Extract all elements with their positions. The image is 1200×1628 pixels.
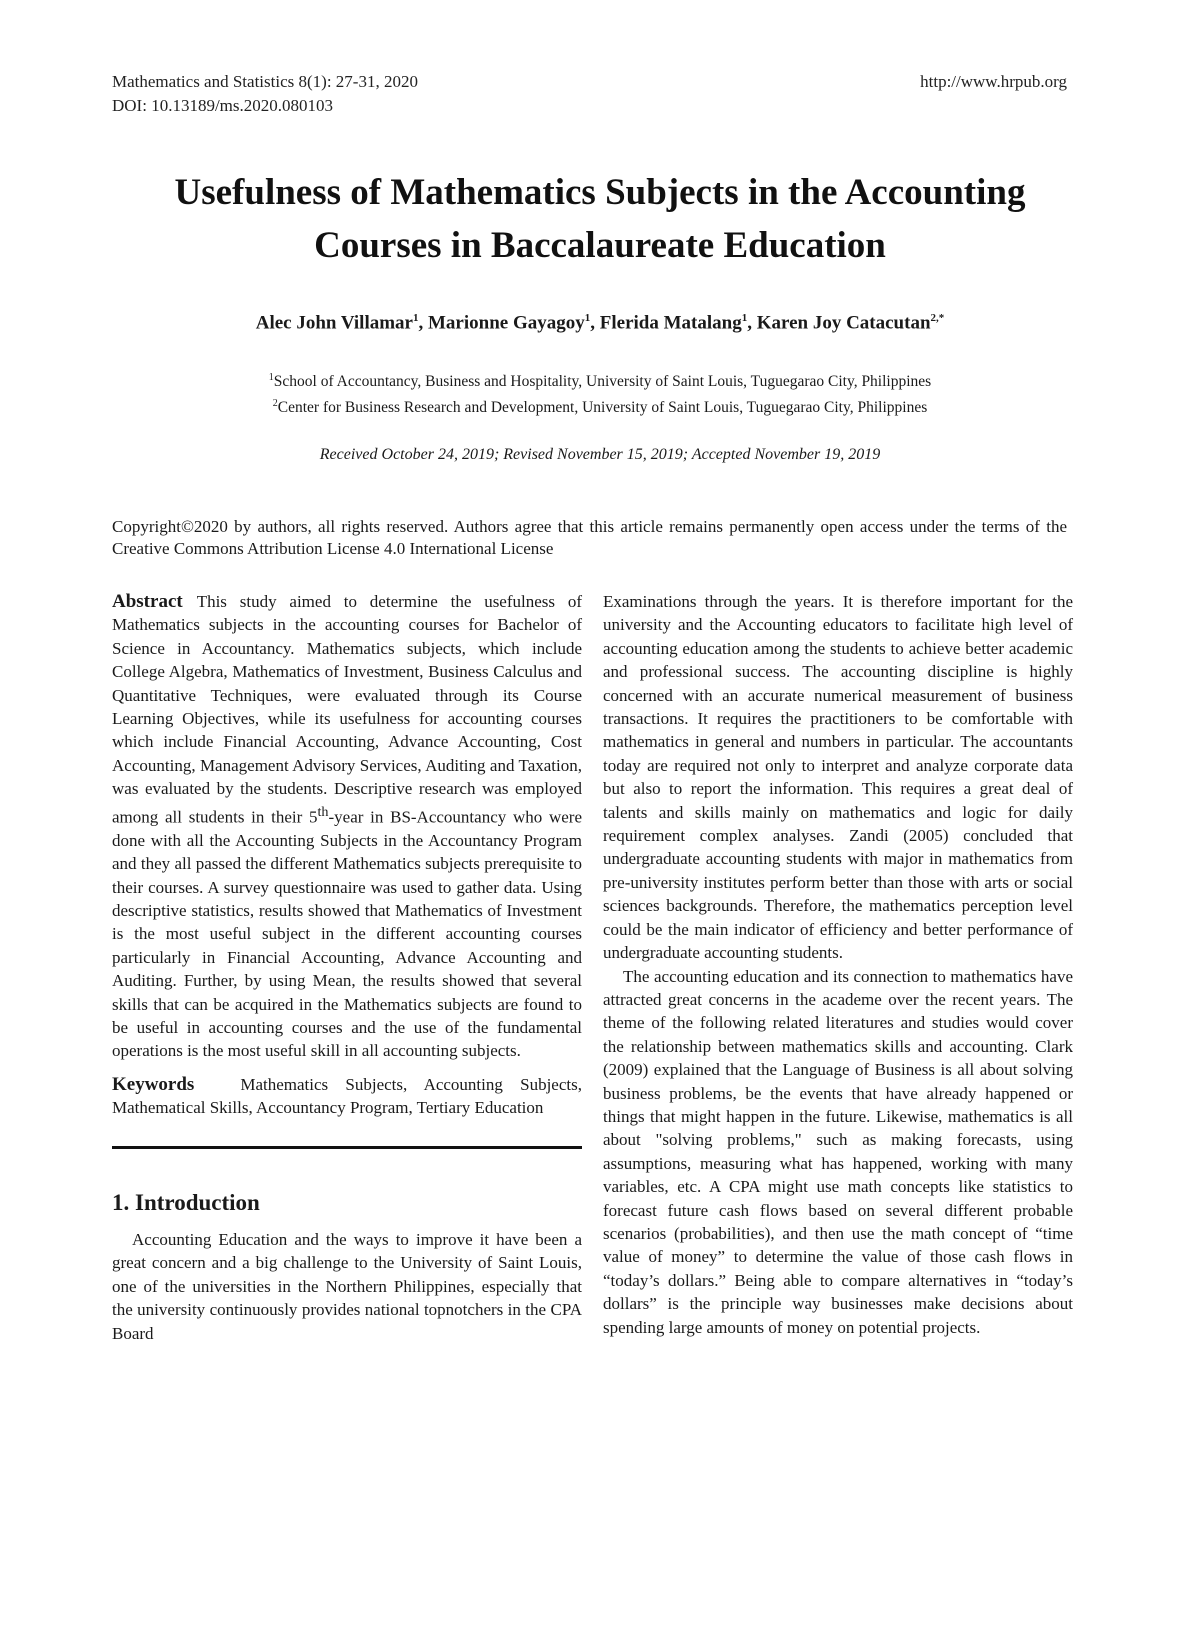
left-column	[112, 590, 582, 1345]
author-name: Flerida Matalang	[599, 312, 742, 334]
section-divider	[112, 1146, 582, 1149]
author-list: Alec John Villamar$^1$, Marionne Gayagoy$^1$, Flerida Matalang$^1$, Karen Joy Catacutan$^{2,*}$	[255, 312, 945, 334]
abstract-heading: Abstract	[112, 591, 183, 612]
introduction-heading: 1. Introduction	[112, 1189, 260, 1215]
author-name: Alec John Villamar	[255, 312, 413, 334]
abstract-text: This study aimed to determine the usefulness of Mathematics subjects in the accounting courses for Bachelor of Science in Accountancy. Mathematics subjects, which include College Algebra, Mathematics of Investment, Business Calculus and Quantitative Techniques, were evaluated through its Course Learning Objectives, while its usefulness for accounting courses which include Financial Accounting, Advance Accounting, Cost Accounting, Management Advisory Services, Auditing and Taxation, was evaluated by the students. Descriptive research was employed among all students in their 5	[112, 592, 582, 827]
title-line-1: Usefulness of Mathematics Subjects in the Accounting	[174, 172, 1026, 213]
submission-dates: Received October 24, 2019; Revised November 15, 2019; Accepted November 19, 2019	[319, 446, 881, 463]
paper-title	[100, 166, 1100, 272]
author-affil-mark: 2,*	[930, 312, 945, 324]
body-paragraph: Examinations through the years. It is therefore important for the university and the Accounting educators to facilitate high level of accounting education among the students to achieve better academic and professional success. The accounting discipline is highly concerned with an accurate numerical measurement of business transactions. It requires the practitioners to be comfortable with mathematics in general and numbers in particular. The accountants today are required not only to interpret and analyze corporate data but also to report the information. This requires a great deal of talents and skills mainly on mathematics and logic for daily requirement complex analyses. Zandi (2005) concluded that undergraduate accounting students with major in mathematics from pre-university institutes perform better than those with arts or social sciences backgrounds. Therefore, the mathematics perception level could be the main indicator of efficiency and better performance of undergraduate accounting students.	[603, 592, 1073, 963]
abstract	[112, 590, 582, 1063]
affiliation: $^1$School of Accountancy, Business and Hospitality, University of Saint Louis, Tuguegarao City, Philippines	[268, 372, 932, 391]
author-affil-mark: 1	[741, 312, 748, 324]
keywords-text: Mathematics Subjects, Accounting Subjects, Mathematical Skills, Accountancy Program, Tertiary Education	[112, 1074, 582, 1118]
affiliations	[100, 367, 1100, 419]
ordinal-suffix: th	[317, 803, 329, 820]
affiliation: $^2$Center for Business Research and Development, University of Saint Louis, Tuguegarao City, Philippines	[272, 398, 928, 417]
keywords-heading: Keywords	[112, 1073, 195, 1095]
author-name: Karen Joy Catacutan	[756, 312, 931, 334]
right-column	[603, 590, 1073, 1339]
body-paragraph: The accounting education and its connection to mathematics have attracted great concerns in the academe over the recent years. The theme of the following related literatures and studies would cover the relationship between mathematics skills and accounting. Clark (2009) explained that the Language of Business is all about solving business problems, be the events that have already happened or things that might happen in the future. Likewise, mathematics is all about "solving problems," such as making forecasts, using assumptions, measuring what has happened, working with many variables, etc. A CPA might use math concepts like statistics to forecast future cash flows based on several different probable scenarios (probabilities), and then use the math concept of “time value of money” to determine the value of those cash flows in “today’s dollars.” Being able to compare alternatives in “today’s dollars” is the principle way businesses make decisions about spending large amounts of money on potential projects.	[603, 966, 1073, 1337]
author-affil-mark: 1	[413, 312, 419, 324]
keywords	[112, 1073, 582, 1120]
author-name: Marionne Gayagoy	[428, 312, 585, 334]
journal-url[interactable]: http://www.hrpub.org	[920, 72, 1067, 91]
running-header	[112, 70, 1067, 118]
abstract-text-cont: -year in BS-Accountancy who were done with all the Accounting Subjects in the Accountancy Program and they all passed the different Mathematics subjects prerequisite to their courses. A survey questionnaire was used to gather data. Using descriptive statistics, results showed that Mathematics of Investment is the most useful subject in the different accounting courses particularly in Financial Accounting, Advance Accounting and Auditing. Further, by using Mean, the results showed that several skills that can be acquired in the Mathematics subjects are found to be useful in accounting courses and the use of the fundamental operations is the most useful skill in all accounting subjects.	[112, 807, 583, 1061]
author-affil-mark: 1	[584, 312, 591, 324]
copyright-notice: Copyright©2020 by authors, all rights reserved. Authors agree that this article remains permanently open access under the terms of the Creative Commons Attribution License 4.0 International License	[112, 517, 1067, 558]
introduction-paragraph: Accounting Education and the ways to improve it have been a great concern and a big challenge to the University of Saint Louis, one of the universities in the Northern Philippines, especially that the university continuously provides national topnotchers in the CPA Board	[112, 1230, 582, 1343]
journal-citation: Mathematics and Statistics 8(1): 27-31, 2020	[112, 72, 418, 91]
doi: DOI: 10.13189/ms.2020.080103	[112, 96, 333, 115]
title-line-2: Courses in Baccalaureate Education	[314, 225, 886, 266]
